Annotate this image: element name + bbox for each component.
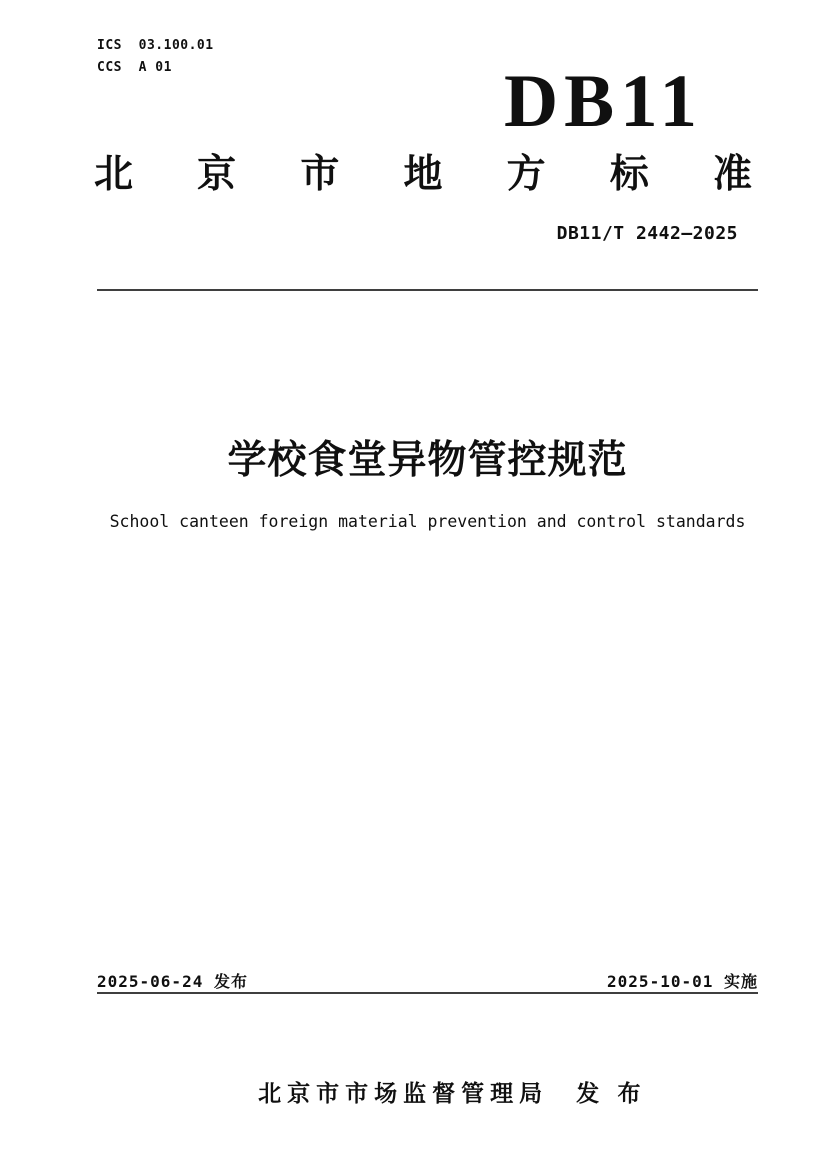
document-title-english: School canteen foreign material prevention and control standards xyxy=(109,512,746,531)
issue-date: 2025-06-24 发布 xyxy=(97,972,248,991)
header-divider-line xyxy=(97,289,758,291)
ccs-code: CCS A 01 xyxy=(97,60,172,75)
implementation-date: 2025-10-01 实施 xyxy=(607,972,758,991)
db11-logo: DB11 xyxy=(503,60,703,143)
publish-label: 发 布 xyxy=(576,1080,647,1106)
publisher-row xyxy=(97,1048,758,1135)
footer-divider-line xyxy=(97,992,758,994)
document-title-chinese: 学校食堂异物管控规范 xyxy=(227,439,628,482)
standard-category-title: 北京市地方标准 xyxy=(94,153,752,196)
standard-number: DB11/T 2442—2025 xyxy=(556,223,738,244)
dates-row xyxy=(97,969,758,992)
ics-code: ICS 03.100.01 xyxy=(97,38,214,53)
publisher-name: 北京市市场监督管理局 xyxy=(258,1080,549,1106)
